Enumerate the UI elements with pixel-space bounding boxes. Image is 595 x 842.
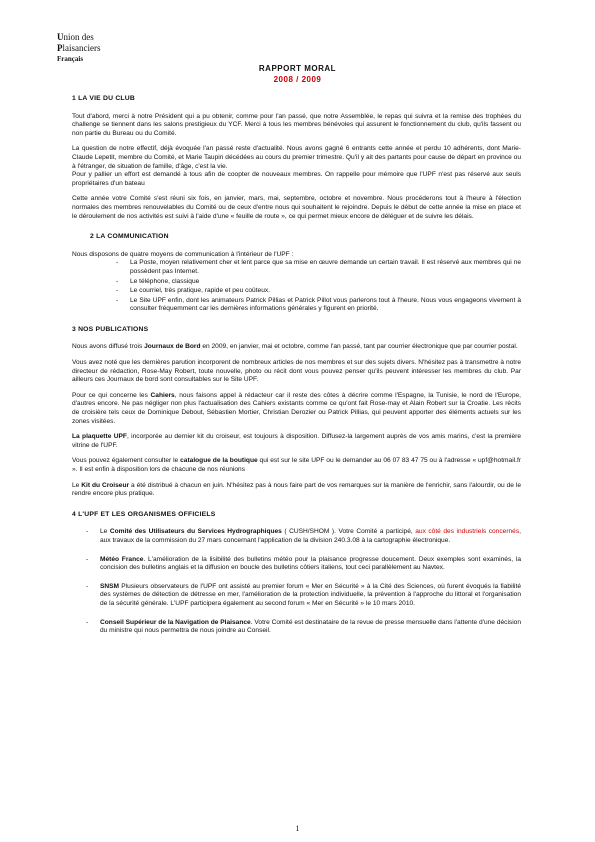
section-1-heading: 1 LA VIE DU CLUB	[72, 95, 135, 102]
section-1-paragraph: Pour y pallier un effort est demandé à tous afin de coopter de nouveaux membres. On rappelle pour mémoire que l'UPF n'est pas réservé aux seuls propriétaires d'un bateau	[72, 171, 521, 187]
upf-logo: Union des Plaisanciers Français	[57, 32, 101, 63]
section-3-paragraph: Le Kit du Croiseur a été distribué à chacun en juin. N'hésitez pas à nous faire part de vos remarques sur la manière de l'enrichir, sans l'alourdir, ou de le rendre encore plus pratique.	[72, 481, 522, 498]
communication-list	[72, 259, 521, 314]
section-1-paragraph: Cette année votre Comité s'est réuni six fois, en janvier, mars, mai, septembre, octobre et novembre. Nous procéderons tout à l'heure à l'élection normales des membres renouvelables du Comité ou de ceux d'entre nous qui souhaitent le rejoindre. Depuis le début de cette année la mise en place et le déroulement de nos activités est suivi à l'aide d'une « feuille de route », ce qui permet mieux encore de déléguer et de suivre les délais.	[72, 195, 521, 220]
list-item: - Le courriel, très pratique, rapide et peu coûteux.	[130, 287, 521, 296]
document-body	[72, 95, 521, 646]
section-4-heading: 4 L'UPF ET LES ORGANISMES OFFICIELS	[72, 510, 216, 518]
document-title: RAPPORT MORAL	[258, 64, 337, 73]
section-2-heading: 2 LA COMMUNICATION	[90, 233, 169, 241]
page-number: 1	[295, 824, 300, 833]
section-3-paragraph: Vous pouvez également consulter le catalogue de la boutique qui est sur le site UPF ou le demander au 06 07 83 47 75 ou à l'adresse « upf@hotmail.fr ». Il est enfin à disposition lors de chacune de nos réunions	[72, 457, 521, 473]
section-3-paragraph: La plaquette UPF, incorporée au dernier kit du croiseur, est toujours à disposition. Diffusez-la largement auprès de vos amis marins, c'est la première vitrine de l'UPF.	[72, 433, 522, 449]
organisations-list	[72, 528, 521, 635]
list-item: - SNSM Plusieurs observateurs de l'UPF ont assisté au premier forum « Mer en Sécurité » à la Cité des Sciences, où furent évoqués la fiabilité des systèmes de détection de détresse en mer, l'amélioration de la protection individuelle, la prévention à l'approche du littoral et l'organisation de la sécurité générale. L'UPF participera également au second forum « Mer en Sécurité » le 10 mars 2010.	[86, 583, 521, 609]
list-item: - La Poste, moyen relativement cher et lent parce que sa mise en œuvre demande un certain travail. Il est réservé aux membres qui ne possèdent pas Internet.	[130, 259, 521, 276]
list-item: - Le Comité des Utilisateurs du Services Hydrographiques ( CUSH/SHOM ). Votre Comité a participé, aux côté des industriels concernés, aux travaux de la commission du 27 mars concernant l'application de la division 240.3.08 à la cartographie électronique.	[86, 528, 521, 545]
section-2-intro: Nous disposons de quatre moyens de communication à l'intérieur de l'UPF :	[72, 250, 294, 258]
list-item: - Le téléphone, classique	[130, 278, 521, 287]
section-3-paragraph: Pour ce qui concerne les Cahiers, nous faisons appel à rédacteur car il reste des côtes à décrire comme l'Espagne, la Tunisie, le nord de l'Europe, d'autres encore. Ne pas négliger non plus l'actualisation des Cahiers existants comme ce qu'ont fait Rose-may et Alain Robert sur la Croatie. Les récits de croisière tels ceux de Dominique Debout, Sébastien Mortier, Christian Derozier ou Patrick Pillias, qui peuvent apporter des éléments actuels sur les zones visitées.	[72, 391, 522, 425]
section-3-paragraph: Nous avons diffusé trois Journaux de Bord en 2009, en janvier, mai et octobre, comme l'an passé, tant par courrier électronique que par courrier postal.	[72, 343, 518, 351]
list-item: - Météo France. L'amélioration de la lisibilité des bulletins météo pour la plaisance progresse doucement. Deux exemples sont examinés, la concision des bulletins anglais et la diffusion en boucle des bulletins côtiers italiens, tout ceci parallèlement au Navtex.	[86, 556, 521, 573]
list-item: - Conseil Supérieur de la Navigation de Plaisance. Votre Comité est destinataire de la revue de presse mensuelle dans l'attente d'une décision du ministre qui nous permettra de nous joindre au Conseil.	[86, 619, 521, 636]
document-year: 2008 / 2009	[273, 75, 322, 84]
list-item: - Le Site UPF enfin, dont les animateurs Patrick Pillias et Patrick Pillot vous parlerons tout à l'heure. Nous vous engageons vivement à consulter fréquemment car les dernières informations générales y figurent en priorité.	[130, 297, 521, 314]
title-block	[0, 63, 595, 85]
section-3-paragraph: Vous avez noté que les dernières parution incorporent de nombreux articles de nos membres et sur des sujets divers. N'hésitez pas à transmettre à notre directeur de rédaction, Rose-May Robert, toute nouvelle, photo ou récit dont vous pouvez penser qu'ils peuvent intéresser les membres du club. Par ailleurs ces Journaux de bord sont consultables sur le Site UPF.	[72, 359, 521, 384]
section-3-heading: 3 NOS PUBLICATIONS	[72, 325, 149, 333]
section-1-paragraph: La question de notre effectif, déjà évoquée l'an passé reste d'actualité. Nous avons gagné 6 entrants cette année et perdu 10 adhérents, dont Marie-Claude Lepetit, membre du Comité, et Marie Taupin décédées au cours du premier trimestre. Qu'il y ait des partants pour cause de départ en province ou à l'étranger, de situation de famille, d'âge, c'est la vie.	[72, 145, 521, 170]
section-1-paragraph: Tout d'abord, merci à notre Président qui a pu obtenir, comme pour l'an passé, que notre Assemblée, le repas qui suivra et la remise des trophées du challenge se tiennent dans les salons prestigieux du YCF. Merci à tous les membres bénévoles qui assurent le fonctionnement du club, qu'ils fassent ou non partie du Bureau ou du Comité.	[72, 112, 521, 137]
